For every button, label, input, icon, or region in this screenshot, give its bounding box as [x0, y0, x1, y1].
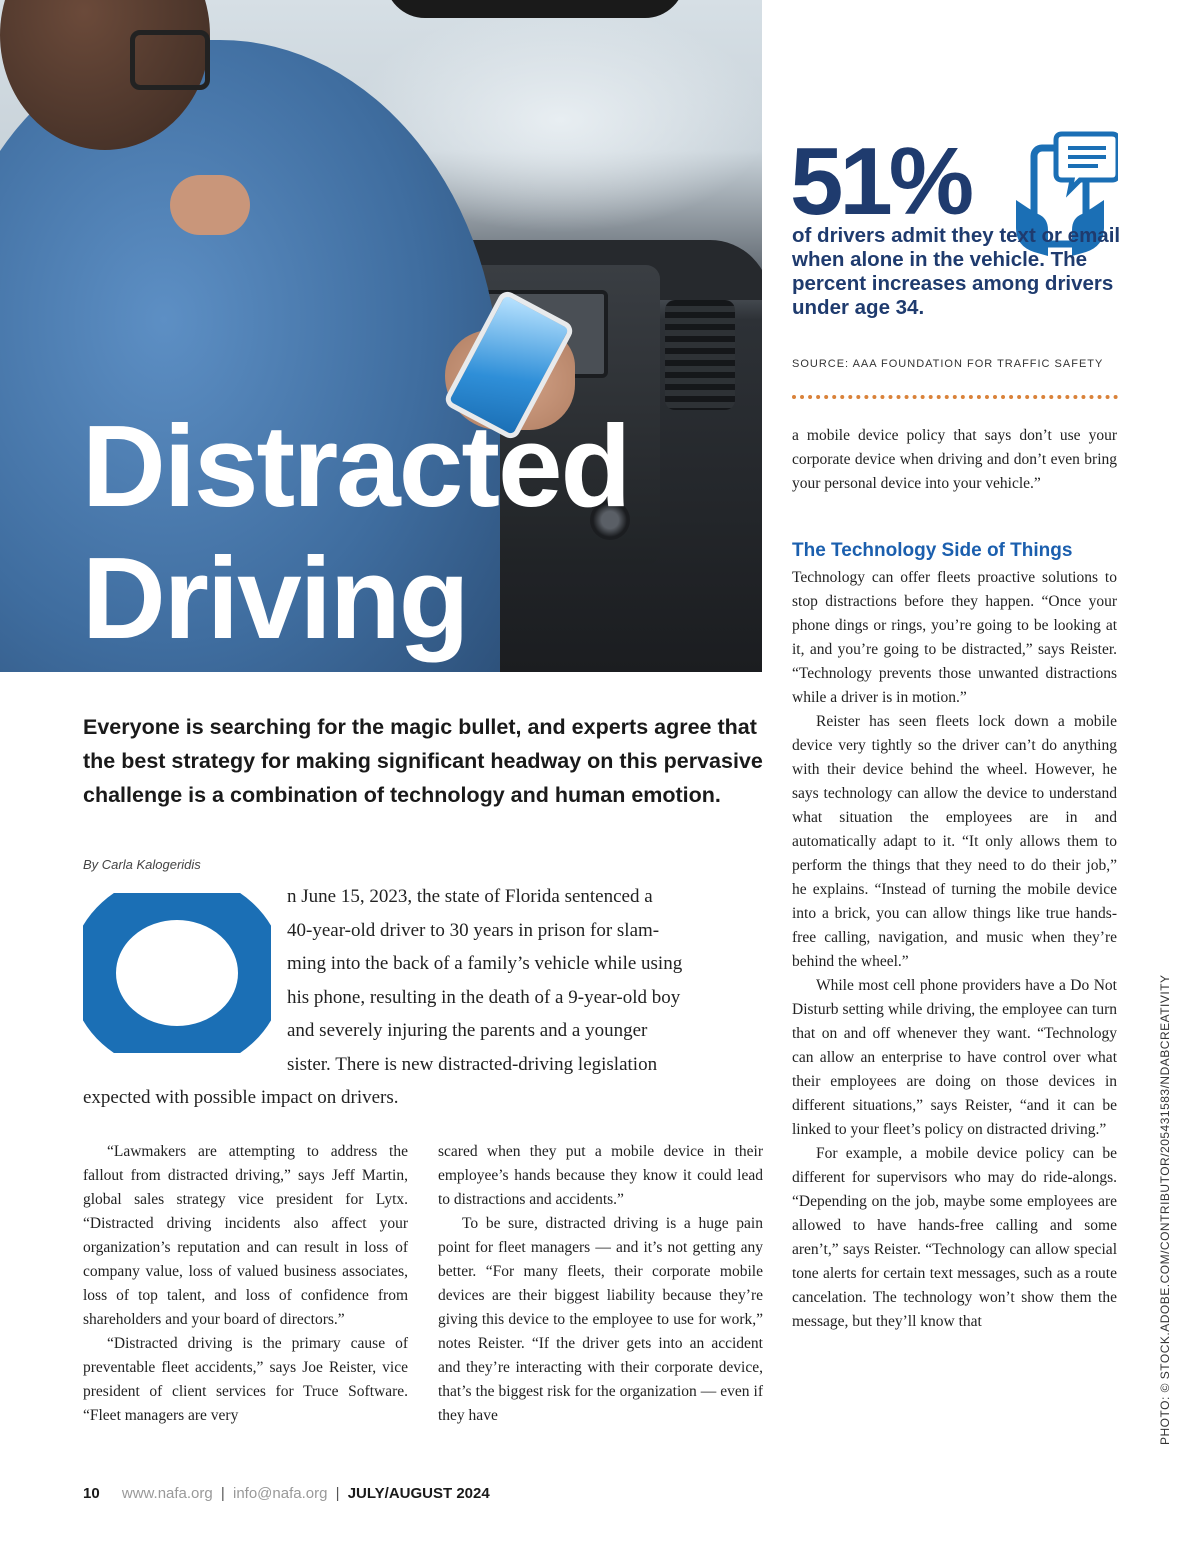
paragraph: For example, a mobile device policy can be different for supervisors who may do ride-alongs. “Depending on the job, maybe some employees are allowed to have hands-free calling and some aren’t,” says Reister. “Technology can allow special tone alerts for certain text messages, such as a route cancelation. The technology won’t show them the message, but they’ll know that: [792, 1145, 1117, 1330]
title-line: Distracted: [82, 401, 630, 531]
title-line: Driving: [82, 533, 468, 663]
body-column-1: [83, 1140, 408, 1428]
footer-separator: |: [335, 1485, 340, 1502]
stat-percentage: 51%: [790, 128, 971, 235]
page-number: 10: [83, 1485, 100, 1502]
paragraph: “Lawmakers are attempting to address the fallout from distracted driving,” says Jeff Martin, global sales strategy vice president for Lytx. “Distracted driving incidents also affect your organization’s reputation and can result in loss of company value, loss of valued business associates, loss of top talent, and loss of confidence from shareholders and your board of directors.”: [83, 1143, 408, 1328]
article-title: [82, 400, 629, 664]
lead-line: 40-year-old driver to 30 years in prison for slam-: [287, 919, 660, 941]
footer-email[interactable]: info@nafa.org: [233, 1485, 328, 1502]
paragraph: To be sure, distracted driving is a huge pain point for fleet managers — and it’s not getting any better. “For many fleets, their corporate mobile devices are their biggest liability because they’re giving this device to the employee to use for work,” notes Reister. “If the driver gets into an accident and they’re interacting with their corporate device, that’s the biggest risk for the organization — even if they have: [438, 1215, 763, 1424]
body-column-3: [792, 566, 1117, 1334]
rearview-mirror: [385, 0, 685, 18]
paragraph: Technology can offer fleets proactive solutions to stop distractions before they happen. “Once your phone dings or rings, you’re going to be looking at it, and you’re going to be distracted,” says Reister. “Technology prevents those unwanted distractions while a driver is in motion.”: [792, 569, 1117, 706]
stat-source: SOURCE: AAA FOUNDATION FOR TRAFFIC SAFETY: [792, 358, 1104, 370]
hero-photo: [0, 0, 762, 672]
paragraph: a mobile device policy that says don’t use your corporate device when driving and don’t even bring your personal device into your vehicle.”: [792, 427, 1117, 492]
body-column-2: [438, 1140, 763, 1428]
photo-credit: PHOTO: © STOCK.ADOBE.COM/CONTRIBUTOR/205431583/NDABCREATIVITY: [1158, 974, 1172, 1445]
lead-line: ming into the back of a family’s vehicle while using: [287, 953, 683, 974]
air-vent: [665, 300, 735, 410]
issue-date: JULY/AUGUST 2024: [347, 1485, 490, 1502]
paragraph: “Distracted driving is the primary cause of preventable fleet accidents,” says Joe Reister, vice president of client services for Truce Software. “Fleet managers are very: [83, 1335, 408, 1424]
hand-on-wheel: [170, 175, 250, 235]
lead-line: expected with possible impact on drivers.: [83, 1087, 399, 1108]
dotted-divider: [792, 395, 1118, 399]
paragraph: While most cell phone providers have a Do Not Disturb setting while driving, the employee can turn that on and off whenever they want. “Technology can allow an enterprise to have control over what their employees are doing on those devices in different situations,” says Reister, “and it can be linked to your fleet’s policy on distracted driving.”: [792, 977, 1117, 1138]
lead-line: and severely injuring the parents and a younger: [287, 1020, 648, 1041]
lead-line: his phone, resulting in the death of a 9-year-old boy: [287, 986, 681, 1008]
footer-website[interactable]: www.nafa.org: [121, 1485, 213, 1502]
lead-paragraph: [83, 880, 763, 1115]
article-deck: Everyone is searching for the magic bullet, and experts agree that the best strategy for making significant headway on this pervasive challenge is a combination of technology and human emotion.: [83, 715, 763, 807]
stat-description: of drivers admit they text or email when alone in the vehicle. The percent increases among drivers under age 34.: [792, 224, 1121, 319]
lead-line: n June 15, 2023, the state of Florida sentenced a: [287, 886, 653, 907]
lead-line: sister. There is new distracted-driving legislation: [287, 1053, 658, 1075]
page-footer: [83, 1485, 490, 1502]
footer-separator: |: [220, 1485, 225, 1502]
byline: By Carla Kalogeridis: [83, 857, 201, 872]
paragraph: Reister has seen fleets lock down a mobile device very tightly so the driver can’t do anything with their device behind the wheel. However, he says technology can allow the device to understand what situation the employees are in and automatically adapt to it. “It only allows them to perform the things that they need to do their job,” he explains. “Instead of turning the mobile device into a brick, you can allow things like true hands-free calling, navigation, and music when they’re behind the wheel.”: [792, 713, 1117, 970]
glasses: [130, 30, 210, 90]
paragraph: scared when they put a mobile device in their employee’s hands because they know it could lead to distractions and accidents.”: [438, 1143, 763, 1208]
body-column-3-top: [792, 424, 1117, 496]
section-subhead: The Technology Side of Things: [792, 540, 1073, 561]
